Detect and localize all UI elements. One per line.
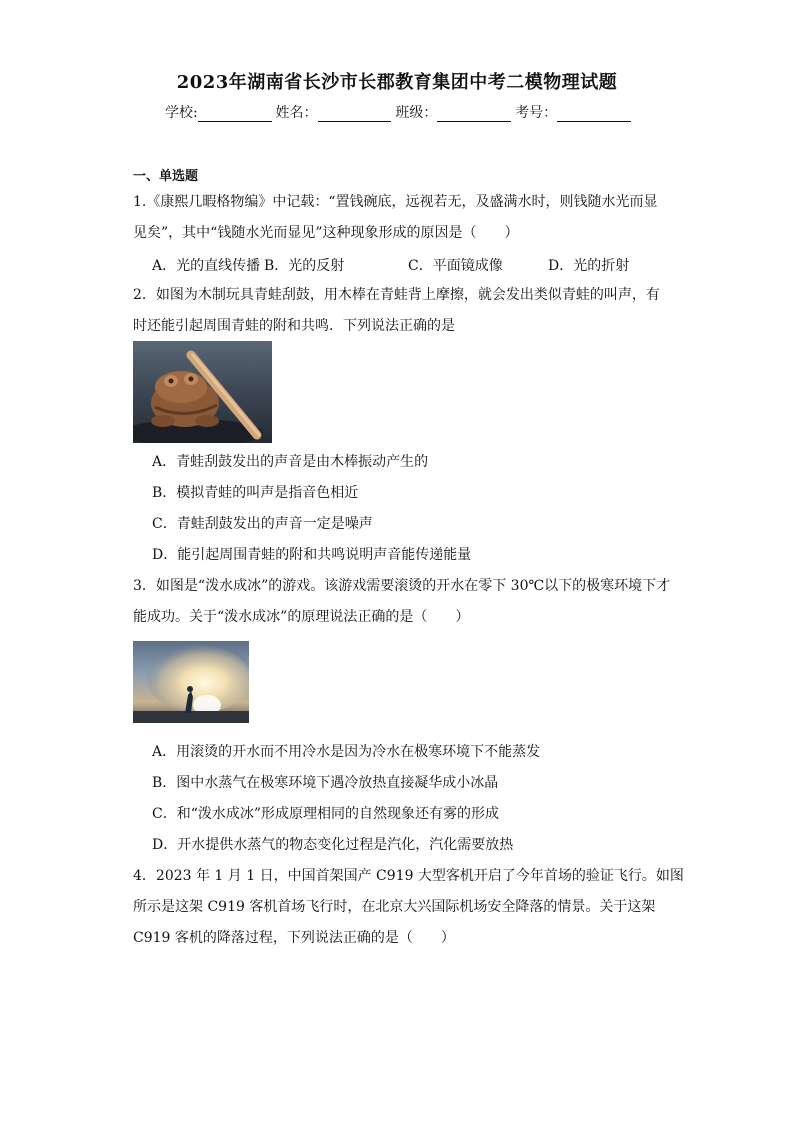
option-c[interactable]: C．平面镜成像 — [408, 258, 503, 274]
question-1-line-2: 见矣”，其中“钱随水光而显见”这种现象形成的原因是（ ） — [133, 225, 519, 241]
question-2-option-d[interactable]: D．能引起周围青蛙的附和共鸣说明声音能传递能量 — [152, 547, 472, 563]
question-2-line-2: 时还能引起周围青蛙的附和共鸣．下列说法正确的是 — [133, 318, 455, 334]
question-4-line-2: 所示是这架 C919 客机首场飞行时，在北京大兴国际机场安全降落的情景。关于这架 — [133, 899, 656, 915]
question-1-line-1: 1.《康熙几暇格物编》中记载：“置钱碗底，远视若无，及盛满水时，则钱随水光而显 — [133, 194, 658, 210]
option-d[interactable]: D．光的折射 — [548, 258, 630, 274]
option-a[interactable]: A．光的直线传播 — [152, 258, 261, 274]
school-blank[interactable] — [198, 107, 272, 122]
question-3-line-2: 能成功。关于“泼水成冰”的原理说法正确的是（ ） — [133, 609, 470, 625]
question-4-line-3: C919 客机的降落过程，下列说法正确的是（ ） — [133, 930, 455, 946]
class-blank[interactable] — [437, 107, 511, 122]
question-2-option-c[interactable]: C．青蛙刮鼓发出的声音一定是噪声 — [152, 516, 373, 532]
question-2-option-b[interactable]: B．模拟青蛙的叫声是指音色相近 — [152, 485, 359, 501]
class-label: 班级： — [395, 105, 438, 121]
exam-number-label: 考号： — [515, 105, 558, 121]
question-4-line-1: 4．2023 年 1 月 1 日，中国首架国产 C919 大型客机开启了今年首场的验证飞行。如图 — [133, 868, 684, 884]
water-to-ice-photo — [133, 641, 249, 723]
student-info-row — [165, 102, 635, 122]
option-b[interactable]: B．光的反射 — [264, 258, 345, 274]
question-3-option-a[interactable]: A．用滚烫的开水而不用冷水是因为冷水在极寒环境下不能蒸发 — [152, 744, 541, 760]
question-1-options — [152, 255, 672, 275]
exam-number-blank[interactable] — [557, 107, 631, 122]
wooden-frog-illustration — [133, 341, 272, 443]
wooden-frog-photo — [133, 341, 272, 443]
question-2-option-a[interactable]: A．青蛙刮鼓发出的声音是由木棒振动产生的 — [152, 454, 429, 470]
name-label: 姓名： — [275, 105, 318, 121]
steam-cloud-illustration — [133, 641, 249, 723]
question-3-line-1: 3．如图是“泼水成冰”的游戏。该游戏需要滚烫的开水在零下 30℃以下的极寒环境下才 — [133, 578, 671, 594]
name-blank[interactable] — [318, 107, 392, 122]
school-label: 学校: — [165, 105, 198, 121]
section-heading: 一、单选题 — [133, 169, 199, 184]
question-3-option-b[interactable]: B．图中水蒸气在极寒环境下遇冷放热直接凝华成小冰晶 — [152, 775, 499, 791]
question-3-option-c[interactable]: C．和“泼水成冰”形成原理相同的自然现象还有雾的形成 — [152, 806, 500, 822]
question-2-line-1: 2．如图为木制玩具青蛙刮鼓，用木棒在青蛙背上摩擦，就会发出类似青蛙的叫声，有 — [133, 287, 660, 303]
question-3-option-d[interactable]: D．开水提供水蒸气的物态变化过程是汽化，汽化需要放热 — [152, 837, 514, 853]
page-title: 2023年湖南省长沙市长郡教育集团中考二模物理试题 — [176, 72, 618, 93]
